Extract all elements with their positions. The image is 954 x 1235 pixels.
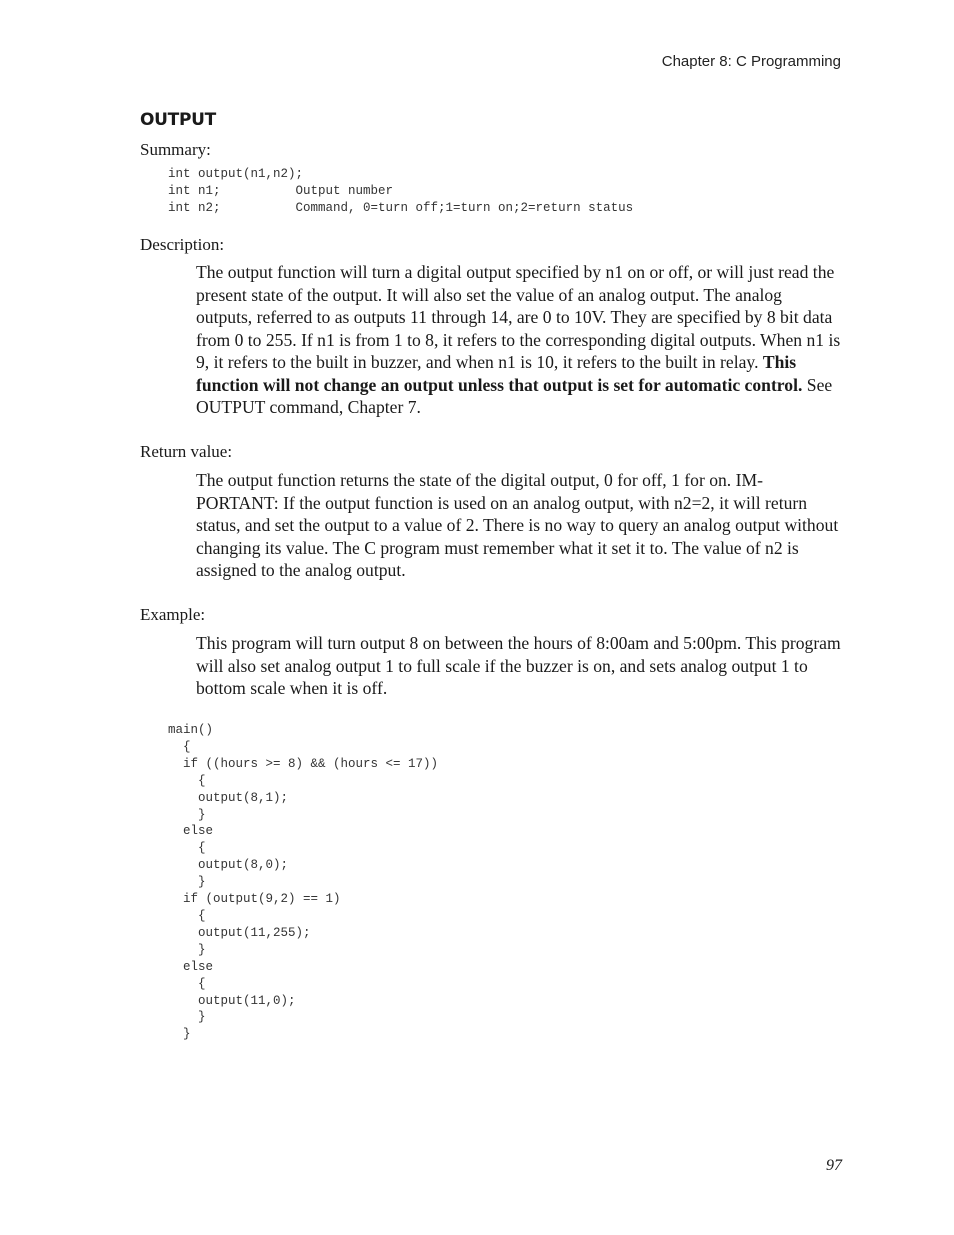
summary-code: int output(n1,n2); int n1; Output number int n2; Command, 0=turn off;1=turn on;2=return status: [168, 167, 634, 215]
description-text: [196, 261, 841, 419]
running-head: Chapter 8: C Programming: [661, 53, 841, 70]
description-text-part: The output function will turn a digital output specified by n1 on or off, or will just read the present state of the output. It will also set the value of an analog output. The analog outputs, referred to as outputs 11 through 14, are 0 to 10V. They are specified by 8 bit data from 0 to 255. If n1 is from 1 to 8, it refers to the corresponding digital outputs. When n1 is 9, it refers to the built in buzzer, and when n1 is 10, it refers to the built in relay.: [196, 262, 841, 372]
example-label: Example:: [140, 605, 206, 624]
summary-label: Summary:: [140, 140, 211, 159]
example-code: main() { if ((hours >= 8) && (hours <= 17)) { output(8,1); } else { output(8,0); } if (output(9,2) == 1) { output(11,255); } else { output(11,0); } }: [168, 723, 439, 1042]
section-title: OUTPUT: [140, 110, 216, 130]
page-number: 97: [826, 1157, 842, 1174]
return-value-text: The output function returns the state of the digital output, 0 for off, 1 for on. IM-PORTANT: If the output function is used on an analog output, with n2=2, it will return status, and set the output to a value of 2. There is no way to query an analog output without changing its value. The C program must remember what it set it to. The value of n2 is assigned to the analog output.: [196, 470, 839, 580]
example-text: This program will turn output 8 on between the hours of 8:00am and 5:00pm. This program will also set analog output 1 to full scale if the buzzer is on, and sets analog output 1 to bottom scale when it is off.: [196, 633, 841, 698]
description-label: Description:: [140, 235, 225, 254]
description-bold-text: This function will not change an output unless that output is set for automatic control.: [196, 352, 803, 395]
return-value-label: Return value:: [140, 442, 233, 461]
description-text-part: See OUTPUT command, Chapter 7.: [196, 374, 833, 417]
